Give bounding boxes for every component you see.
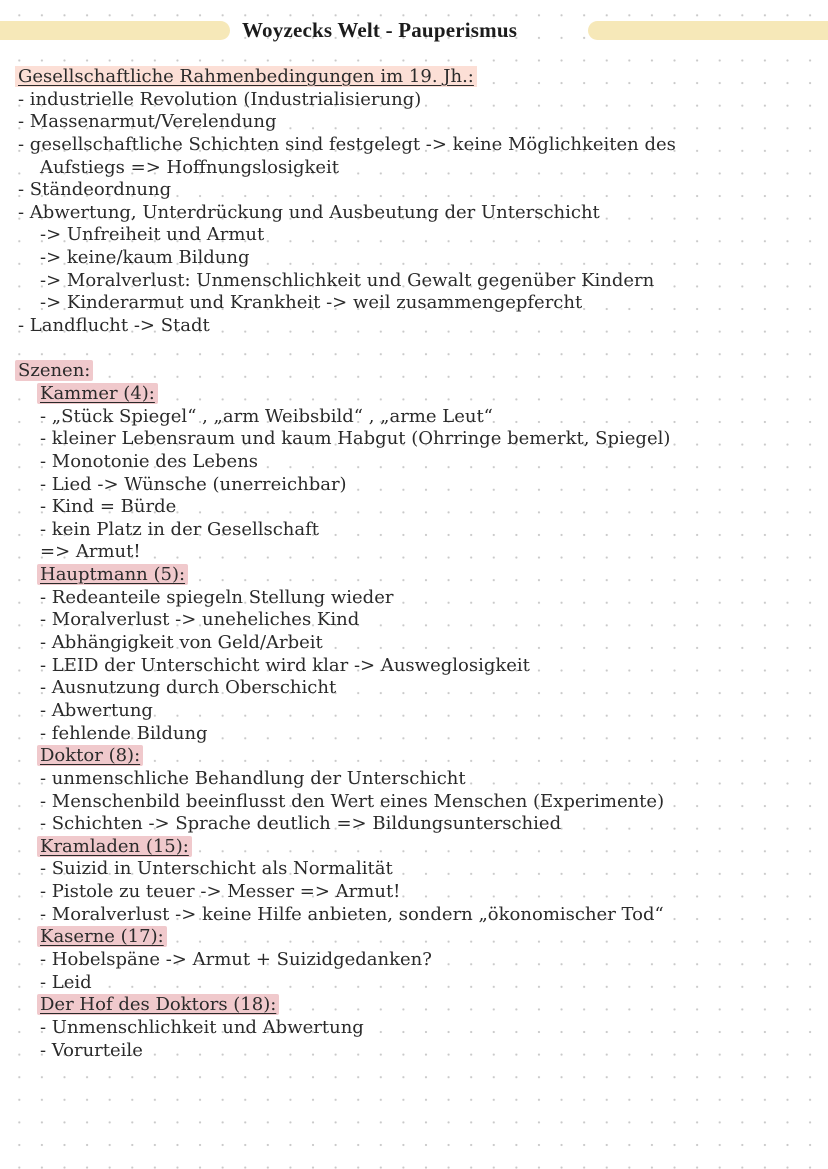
rahmen-line: - Ständeordnung — [18, 179, 172, 201]
scene-line: - Ausnutzung durch Oberschicht — [40, 677, 337, 699]
scene-title: Kammer (4): — [37, 383, 158, 404]
scene-line: - Redeanteile spiegeln Stellung wieder — [40, 586, 394, 608]
scene-block — [18, 383, 818, 564]
scene-line: - Lied -> Wünsche (unerreichbar) — [40, 473, 347, 495]
scene-line: - Kind = Bürde — [40, 496, 177, 518]
rahmen-line: - Abwertung, Unterdrückung und Ausbeutung der Unterschicht — [18, 201, 600, 223]
rahmen-line: - industrielle Revolution (Industrialisierung) — [18, 88, 422, 110]
scene-title: Doktor (8): — [37, 745, 143, 766]
title-band-right — [588, 21, 828, 40]
scene-block — [18, 745, 818, 836]
rahmen-line: -> keine/kaum Bildung — [40, 247, 250, 269]
section-spacer — [18, 338, 818, 361]
scene-line: => Armut! — [40, 541, 141, 563]
scene-line: - Moralverlust -> keine Hilfe anbieten, sondern „ökonomischer Tod“ — [40, 903, 664, 925]
szenen-heading: Szenen: — [15, 360, 93, 381]
rahmen-line: - Massenarmut/Verelendung — [18, 111, 277, 133]
rahmen-list — [18, 89, 818, 338]
scene-line: - unmenschliche Behandlung der Unterschicht — [40, 767, 466, 789]
scene-line: - „Stück Spiegel“ , „arm Weibsbild“ , „arme Leut“ — [40, 405, 493, 427]
scene-line: - Moralverlust -> uneheliches Kind — [40, 609, 360, 631]
scene-title: Kaserne (17): — [37, 926, 167, 947]
rahmen-heading: Gesellschaftliche Rahmenbedingungen im 19. Jh.: — [15, 66, 477, 87]
scene-line: - Hobelspäne -> Armut + Suizidgedanken? — [40, 948, 432, 970]
scene-line: - kleiner Lebensraum und kaum Habgut (Ohrringe bemerkt, Spiegel) — [40, 428, 671, 450]
title-band-left — [0, 21, 230, 40]
rahmen-section — [18, 66, 818, 338]
scene-line: - LEID der Unterschicht wird klar -> Ausweglosigkeit — [40, 654, 530, 676]
scene-title: Kramladen (15): — [37, 836, 192, 857]
scene-line: - Vorurteile — [40, 1039, 143, 1061]
rahmen-line: -> Moralverlust: Unmenschlichkeit und Gewalt gegenüber Kindern — [40, 269, 655, 291]
scene-line: - Abwertung — [40, 699, 153, 721]
rahmen-line: - Landflucht -> Stadt — [18, 315, 210, 337]
rahmen-line: -> Kinderarmut und Krankheit -> weil zusammengepfercht — [40, 292, 583, 314]
scenes-list — [18, 383, 818, 1062]
rahmen-line: Aufstiegs => Hoffnungslosigkeit — [40, 156, 340, 178]
scene-line: - Suizid in Unterschicht als Normalität — [40, 858, 393, 880]
scene-block — [18, 926, 818, 994]
scene-block — [18, 994, 818, 1062]
scene-line: - kein Platz in der Gesellschaft — [40, 518, 320, 540]
rahmen-line: -> Unfreiheit und Armut — [40, 224, 265, 246]
szenen-section — [18, 360, 818, 1062]
notes-body — [18, 66, 818, 1062]
rahmen-line: - gesellschaftliche Schichten sind festgelegt -> keine Möglichkeiten des — [18, 133, 676, 155]
scene-title: Der Hof des Doktors (18): — [37, 994, 279, 1015]
scene-line: - Abhängigkeit von Geld/Arbeit — [40, 632, 323, 654]
page-title: Woyzecks Welt - Pauperismus — [242, 18, 518, 42]
scene-line: - Schichten -> Sprache deutlich => Bildungsunterschied — [40, 813, 562, 835]
scene-line: - Unmenschlichkeit und Abwertung — [40, 1016, 364, 1038]
scene-line: - Leid — [40, 971, 92, 993]
scene-line: - Menschenbild beeinflusst den Wert eines Menschen (Experimente) — [40, 790, 665, 812]
scene-block — [18, 564, 818, 745]
scene-line: - Monotonie des Lebens — [40, 450, 259, 472]
scene-line: - fehlende Bildung — [40, 722, 208, 744]
scene-line: - Pistole zu teuer -> Messer => Armut! — [40, 881, 401, 903]
scene-block — [18, 836, 818, 927]
scene-title: Hauptmann (5): — [37, 564, 188, 585]
